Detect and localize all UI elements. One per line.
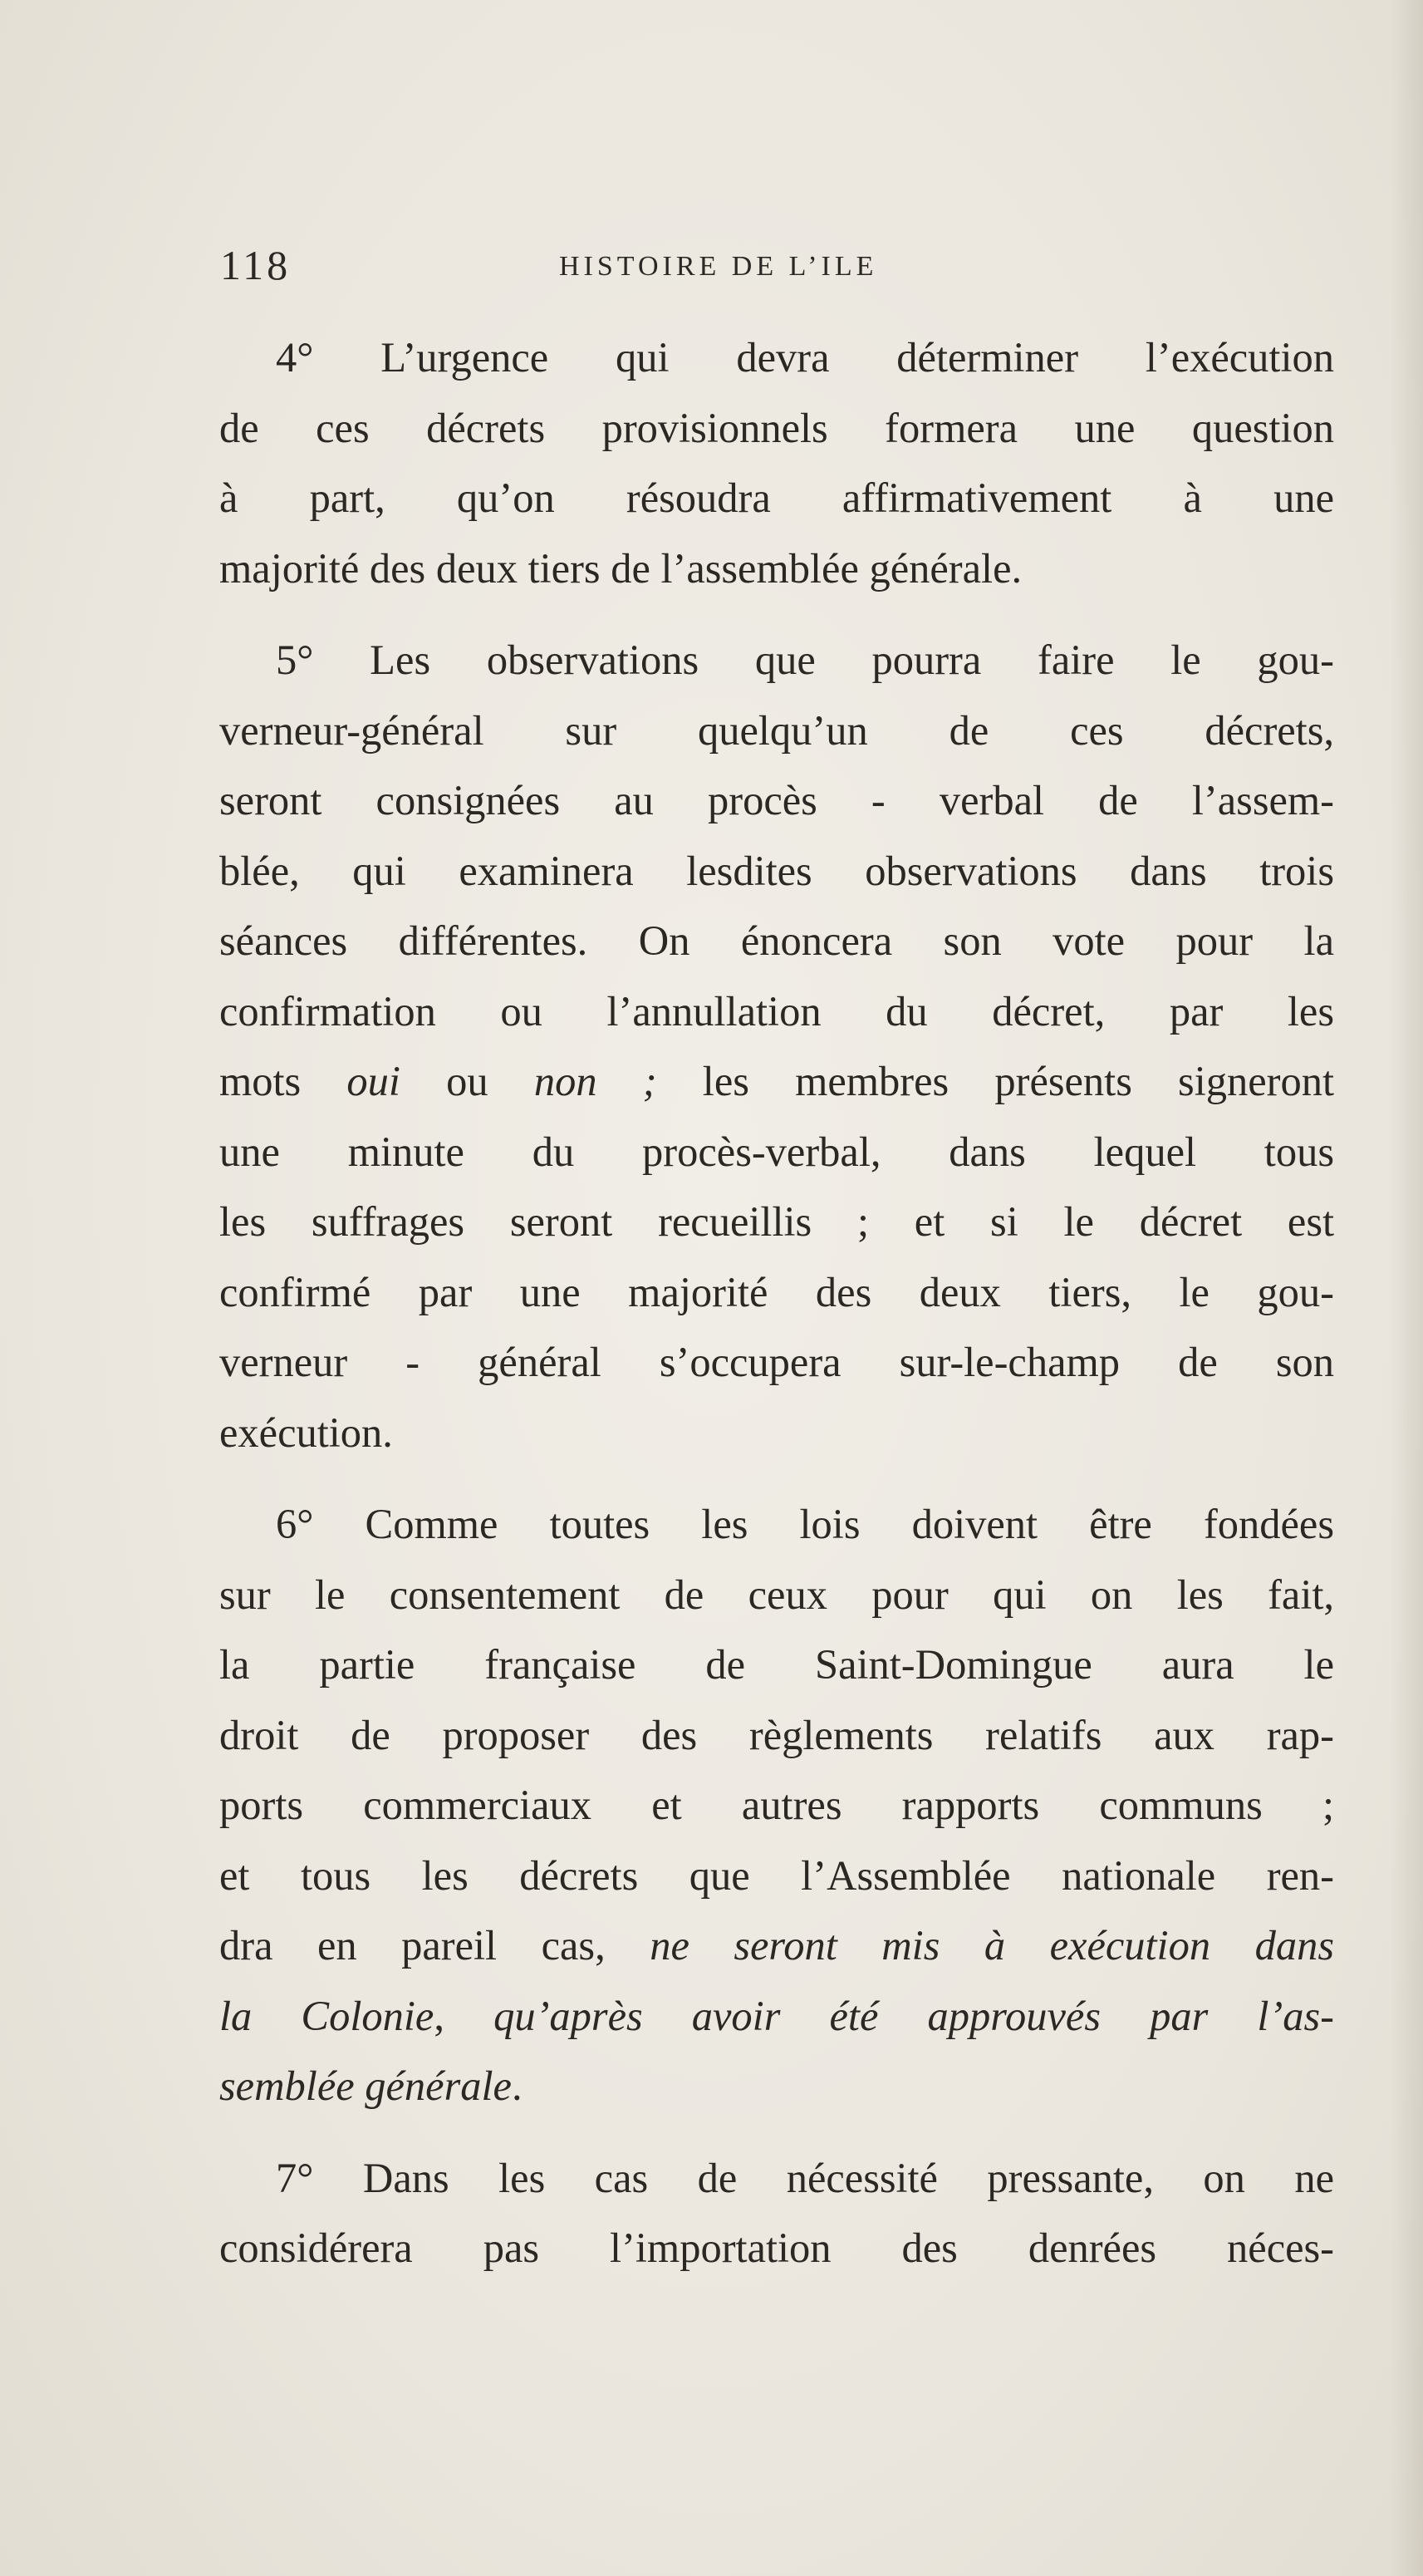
text-line: droit de proposer des règlements relatifs aux rap- bbox=[219, 1711, 1334, 1758]
text-line: ports commerciaux et autres rapports communs ; bbox=[219, 1782, 1334, 1828]
text-line: blée, qui examinera lesdites observations dans trois bbox=[219, 847, 1334, 894]
text-segment: mots bbox=[219, 1058, 347, 1104]
text-line-mixed bbox=[219, 2051, 1334, 2121]
text-line: verneur-général sur quelqu’un de ces décrets, bbox=[219, 706, 1334, 754]
text-line: les suffrages seront recueillis ; et si le décret est bbox=[219, 1198, 1334, 1245]
text-line: à part, qu’on résoudra affirmativement à une bbox=[219, 474, 1334, 521]
text-line: considérera pas l’importation des denrées néces- bbox=[219, 2225, 1334, 2271]
text-line: 7° Dans les cas de nécessité pressante, on ne bbox=[276, 2154, 1334, 2201]
running-head: HISTOIRE DE L’ILE bbox=[559, 251, 878, 282]
text-segment: dra en pareil cas, bbox=[219, 1922, 650, 1969]
text-line: confirmation ou l’annullation du décret, par les bbox=[219, 987, 1334, 1035]
text-segment: , bbox=[434, 1992, 494, 2039]
text-line-mixed bbox=[219, 1981, 1334, 2052]
paragraph-6 bbox=[219, 1489, 1334, 2121]
text-line: exécution. bbox=[219, 1408, 393, 1456]
italic-phrase: ne seront mis à exécution dans bbox=[650, 1922, 1334, 1969]
text-line: séances différentes. On énoncera son vote pour la bbox=[219, 917, 1334, 964]
text-line-mixed bbox=[219, 1046, 1334, 1117]
page-edge-shadow bbox=[1390, 0, 1423, 2576]
text-segment: ou bbox=[400, 1058, 534, 1104]
italic-phrase: qu’après avoir été approuvés par l’as- bbox=[493, 1992, 1334, 2039]
text-segment: les membres présents signeront bbox=[656, 1058, 1334, 1104]
text-segment: . bbox=[511, 2062, 523, 2109]
text-line: 4° L’urgence qui devra déterminer l’exécution bbox=[276, 334, 1334, 381]
text-line: majorité des deux tiers de l’assemblée générale. bbox=[219, 544, 1023, 592]
text-line: et tous les décrets que l’Assemblée nationale ren- bbox=[219, 1851, 1334, 1899]
text-line: 6° Comme toutes les lois doivent être fondées bbox=[276, 1501, 1334, 1547]
paragraph-7 bbox=[219, 2143, 1334, 2283]
text-line: seront consignées au procès - verbal de l’assem- bbox=[219, 777, 1334, 823]
text-line: confirmé par une majorité des deux tiers, le gou- bbox=[219, 1268, 1334, 1315]
text-line: la partie française de Saint-Domingue aura le bbox=[219, 1641, 1334, 1688]
text-line: 5° Les observations que pourra faire le gou- bbox=[276, 637, 1334, 683]
text-line: une minute du procès-verbal, dans lequel tous bbox=[219, 1128, 1334, 1175]
italic-word: non ; bbox=[533, 1058, 657, 1104]
page-header bbox=[220, 241, 1333, 307]
text-line-mixed bbox=[219, 1910, 1334, 1981]
text-line: de ces décrets provisionnels formera une question bbox=[219, 404, 1334, 451]
paragraph-4 bbox=[219, 322, 1334, 603]
text-line: verneur - général s’occupera sur-le-champ de son bbox=[219, 1339, 1334, 1385]
italic-phrase: la Colonie bbox=[219, 1992, 434, 2039]
paragraph-5 bbox=[219, 625, 1334, 1467]
page-number: 118 bbox=[220, 242, 292, 288]
italic-phrase: semblée générale bbox=[219, 2062, 512, 2109]
text-line: sur le consentement de ceux pour qui on les fait, bbox=[219, 1571, 1334, 1618]
body-text bbox=[219, 322, 1334, 2283]
italic-word: oui bbox=[346, 1058, 400, 1104]
